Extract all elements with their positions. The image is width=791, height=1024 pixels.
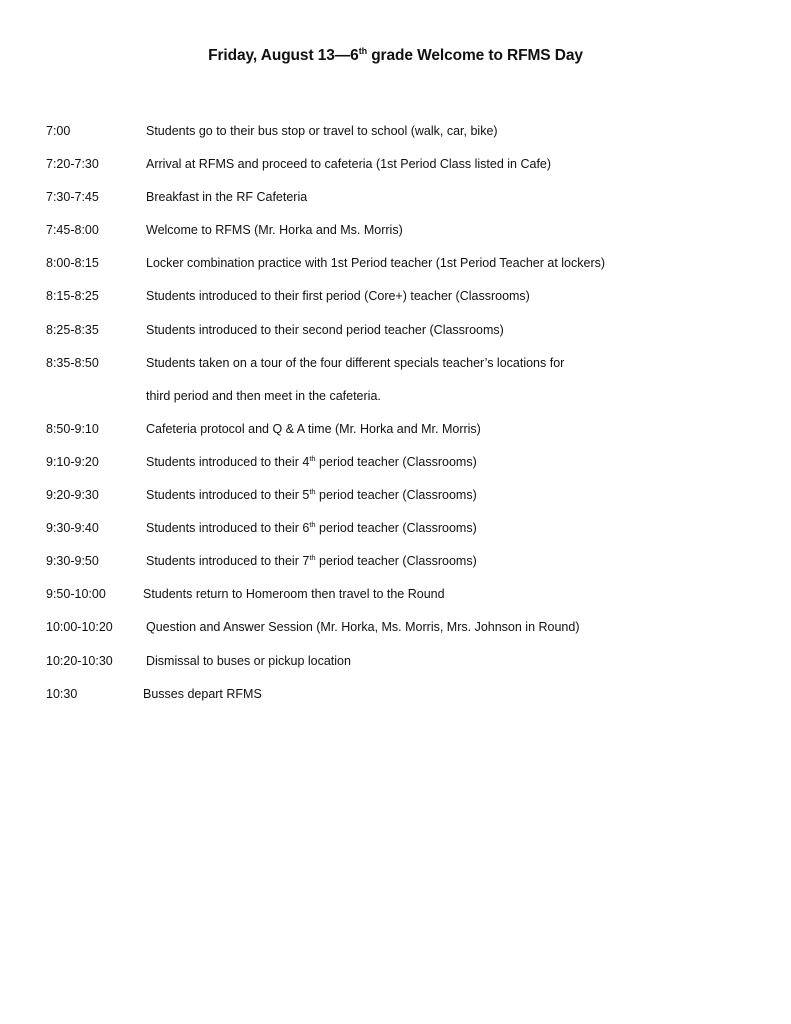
title-superscript: th	[358, 46, 367, 56]
schedule-list	[46, 121, 766, 717]
schedule-time: 9:20-9:30	[46, 488, 99, 503]
ordinal-superscript: th	[309, 453, 316, 463]
schedule-row	[46, 485, 766, 518]
schedule-time: 9:30-9:50	[46, 554, 99, 569]
schedule-row	[46, 220, 766, 253]
schedule-time: 7:30-7:45	[46, 190, 99, 205]
schedule-row	[46, 551, 766, 584]
schedule-description: Locker combination practice with 1st Period teacher (1st Period Teacher at lockers)	[146, 256, 606, 271]
title-prefix: Friday, August 13—6	[208, 47, 359, 64]
schedule-time: 8:35-8:50	[46, 355, 99, 370]
schedule-description: Question and Answer Session (Mr. Horka, Ms. Morris, Mrs. Johnson in Round)	[146, 620, 580, 635]
schedule-description: Dismissal to buses or pickup location	[146, 653, 351, 668]
page-title	[0, 47, 791, 65]
schedule-time: 10:20-10:30	[46, 653, 113, 668]
schedule-time: 10:00-10:20	[46, 620, 113, 635]
description-start: Students introduced to their 7	[146, 554, 310, 569]
schedule-row	[46, 452, 766, 485]
schedule-description: Breakfast in the RF Cafeteria	[146, 190, 308, 205]
ordinal-superscript: th	[309, 520, 316, 530]
schedule-row	[46, 518, 766, 551]
schedule-description	[146, 518, 477, 538]
schedule-time: 7:45-8:00	[46, 223, 99, 238]
description-end: period teacher (Classrooms)	[315, 521, 477, 536]
schedule-description: Students return to Homeroom then travel to the Round	[143, 587, 445, 602]
schedule-row	[46, 121, 766, 154]
schedule-time: 7:20-7:30	[46, 157, 99, 172]
schedule-description: third period and then meet in the cafeteria.	[146, 388, 381, 403]
schedule-description: Arrival at RFMS and proceed to cafeteria (1st Period Class listed in Cafe)	[146, 157, 552, 172]
schedule-row	[46, 684, 766, 717]
schedule-description: Students introduced to their first period (Core+) teacher (Classrooms)	[146, 289, 530, 304]
schedule-description: Students introduced to their second period teacher (Classrooms)	[146, 322, 504, 337]
schedule-time: 9:10-9:20	[46, 454, 99, 469]
ordinal-superscript: th	[309, 553, 316, 563]
description-end: period teacher (Classrooms)	[315, 454, 477, 469]
title-suffix: grade Welcome to RFMS Day	[366, 47, 583, 64]
schedule-time: 8:50-9:10	[46, 421, 99, 436]
schedule-row	[46, 651, 766, 684]
description-end: period teacher (Classrooms)	[315, 488, 477, 503]
schedule-time: 9:30-9:40	[46, 521, 99, 536]
schedule-time: 8:15-8:25	[46, 289, 99, 304]
schedule-description: Cafeteria protocol and Q & A time (Mr. Horka and Mr. Morris)	[146, 421, 481, 436]
schedule-description: Welcome to RFMS (Mr. Horka and Ms. Morris)	[146, 223, 403, 238]
schedule-row	[46, 419, 766, 452]
description-start: Students introduced to their 5	[146, 488, 310, 503]
schedule-row	[46, 154, 766, 187]
schedule-row	[46, 320, 766, 353]
schedule-time: 10:30	[46, 686, 78, 701]
schedule-description	[146, 551, 477, 571]
schedule-row	[46, 286, 766, 319]
schedule-description: Busses depart RFMS	[143, 686, 262, 701]
description-start: Students introduced to their 6	[146, 521, 310, 536]
schedule-time: 8:00-8:15	[46, 256, 99, 271]
description-end: period teacher (Classrooms)	[315, 554, 477, 569]
schedule-row	[46, 187, 766, 220]
schedule-row	[46, 253, 766, 286]
schedule-time: 9:50-10:00	[46, 587, 106, 602]
schedule-description	[146, 452, 477, 472]
schedule-time: 7:00	[46, 124, 71, 138]
schedule-row	[46, 353, 766, 386]
schedule-description	[146, 485, 477, 505]
schedule-row	[46, 617, 766, 650]
description-start: Students introduced to their 4	[146, 454, 310, 469]
ordinal-superscript: th	[309, 487, 316, 497]
schedule-row-continuation	[46, 386, 766, 419]
schedule-row	[46, 584, 766, 617]
schedule-description: Students go to their bus stop or travel to school (walk, car, bike)	[146, 124, 498, 138]
schedule-description: Students taken on a tour of the four different specials teacher’s locations for	[146, 355, 565, 370]
schedule-time: 8:25-8:35	[46, 322, 99, 337]
